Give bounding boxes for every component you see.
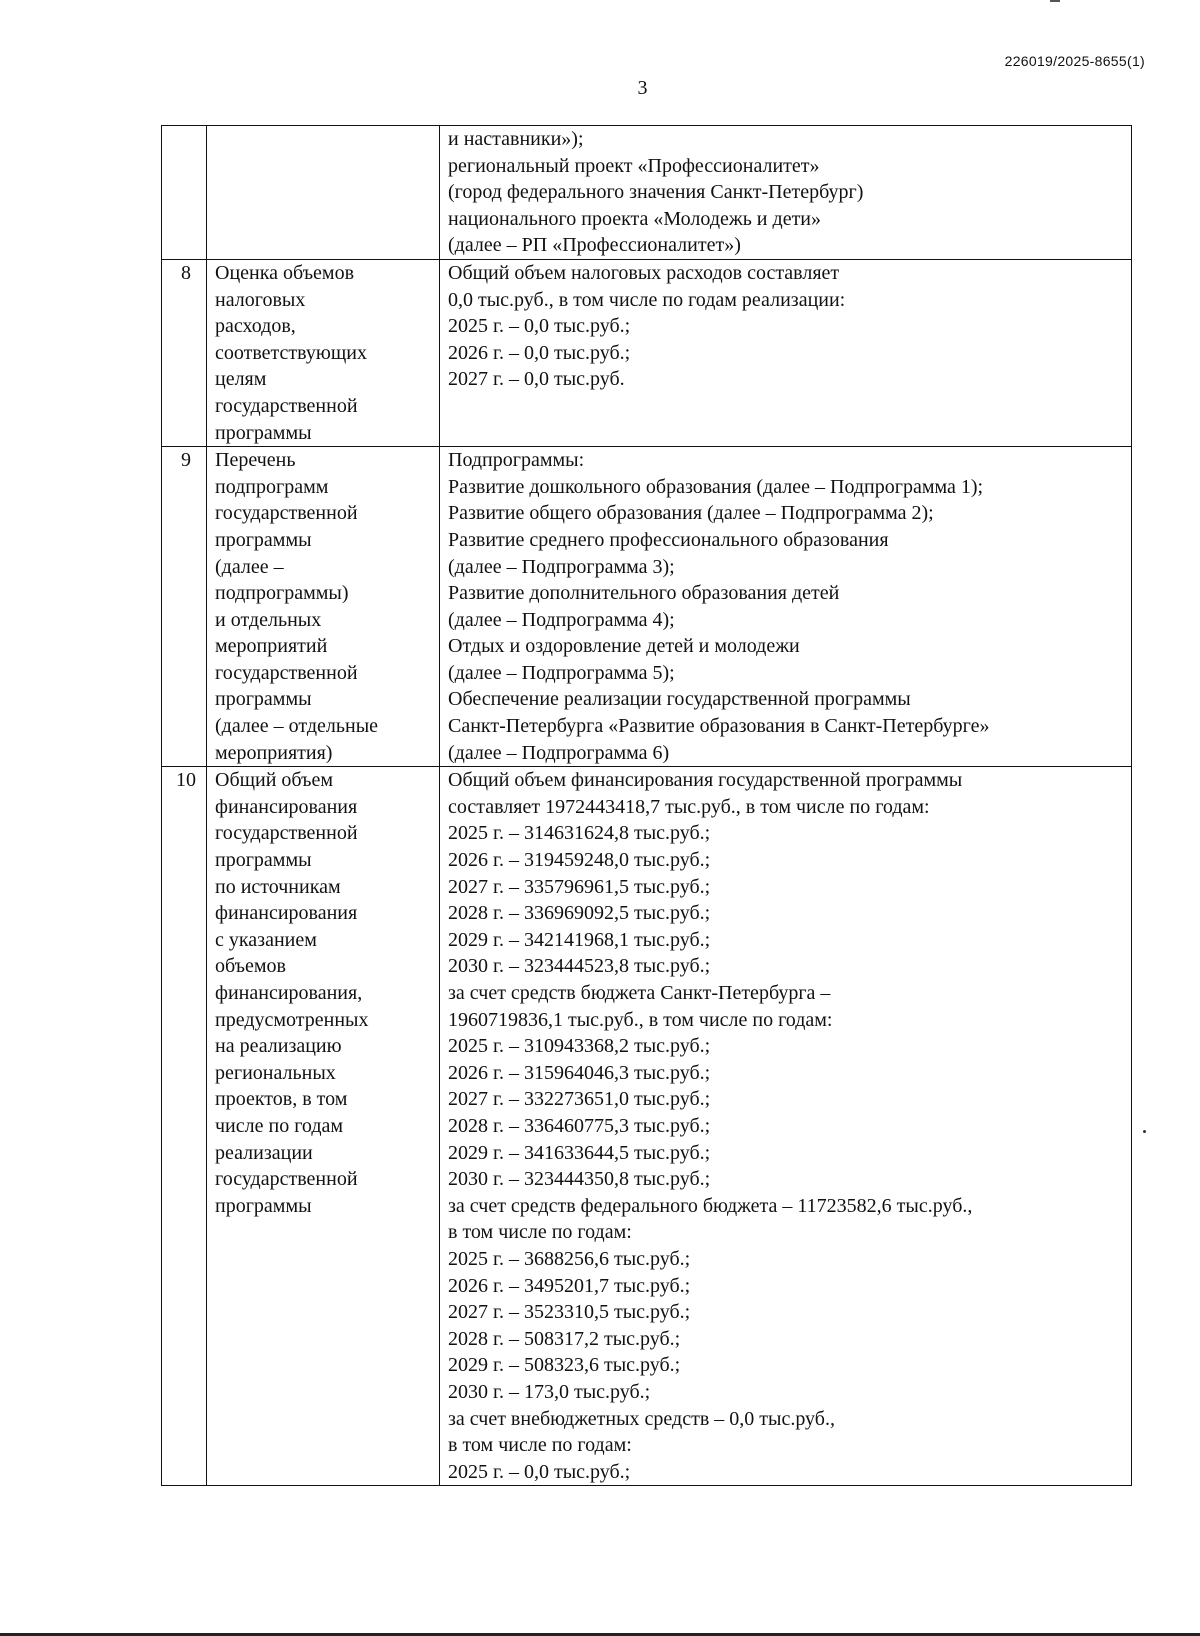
- name-line: программы: [215, 849, 312, 872]
- name-line: подпрограмм: [215, 475, 329, 498]
- row-number-cell: 10: [162, 767, 207, 1486]
- value-line: региональный проект «Профессионалитет»: [448, 154, 820, 177]
- value-line: 2026 г. – 3495201,7 тыс.руб.;: [448, 1274, 691, 1297]
- name-line: государственной: [215, 1168, 358, 1191]
- row-name-cell: [207, 767, 440, 1486]
- name-line: государственной: [215, 661, 358, 684]
- name-line: государственной: [215, 394, 358, 417]
- row-name-cell: [207, 259, 440, 446]
- name-line: программы: [215, 1194, 312, 1217]
- name-line: реализации: [215, 1141, 313, 1164]
- value-line: 2025 г. – 0,0 тыс.руб.;: [448, 315, 631, 338]
- name-line: по источникам: [215, 875, 341, 898]
- name-line: налоговых: [215, 288, 306, 311]
- document-number: 226019/2025-8655(1): [1004, 53, 1145, 69]
- value-line: 1960719836,1 тыс.руб., в том числе по годам:: [448, 1008, 833, 1031]
- row-name-cell: [207, 126, 440, 260]
- scan-corner-mark: [1050, 0, 1060, 2]
- name-line: (далее –: [215, 555, 284, 578]
- row-value-cell: [440, 447, 1132, 767]
- table-row: [162, 259, 1132, 446]
- value-line: Развитие общего образования (далее – Подпрограмма 2);: [448, 502, 934, 525]
- name-line: на реализацию: [215, 1035, 342, 1058]
- value-line: в том числе по годам:: [448, 1221, 632, 1244]
- name-line: Оценка объемов: [215, 261, 355, 284]
- row-value-cell: [440, 259, 1132, 446]
- name-line: (далее – отдельные: [215, 715, 379, 738]
- value-line: (город федерального значения Санкт-Петербург): [448, 181, 864, 204]
- value-line: национального проекта «Молодежь и дети»: [448, 207, 822, 230]
- name-line: финансирования: [215, 795, 358, 818]
- table-row: [162, 447, 1132, 767]
- name-line: Перечень: [215, 449, 296, 472]
- name-line: подпрограммы): [215, 582, 349, 605]
- name-line: расходов,: [215, 315, 296, 338]
- value-line: 2030 г. – 323444350,8 тыс.руб.;: [448, 1168, 711, 1191]
- value-line: Общий объем налоговых расходов составляет: [448, 261, 840, 284]
- value-line: (далее – Подпрограмма 5);: [448, 661, 675, 684]
- name-line: соответствующих: [215, 341, 367, 364]
- value-line: 2027 г. – 335796961,5 тыс.руб.;: [448, 875, 711, 898]
- name-line: проектов, в том: [215, 1088, 348, 1111]
- value-line: 2029 г. – 341633644,5 тыс.руб.;: [448, 1141, 711, 1164]
- row-name-cell: [207, 447, 440, 767]
- row-value-cell: [440, 767, 1132, 1486]
- value-line: 2026 г. – 315964046,3 тыс.руб.;: [448, 1061, 711, 1084]
- value-line: Отдых и оздоровление детей и молодежи: [448, 635, 800, 658]
- name-line: финансирования: [215, 902, 358, 925]
- value-line: 2025 г. – 310943368,2 тыс.руб.;: [448, 1035, 711, 1058]
- value-line: 2030 г. – 323444523,8 тыс.руб.;: [448, 955, 711, 978]
- row-number-cell: 8: [162, 259, 207, 446]
- value-line: Санкт-Петербурга «Развитие образования в Санкт-Петербурге»: [448, 715, 990, 738]
- name-line: объемов: [215, 955, 286, 978]
- name-line: региональных: [215, 1061, 336, 1084]
- value-line: 2027 г. – 332273651,0 тыс.руб.;: [448, 1088, 711, 1111]
- name-line: числе по годам: [215, 1114, 344, 1137]
- value-line: 2026 г. – 0,0 тыс.руб.;: [448, 341, 631, 364]
- value-line: 2025 г. – 314631624,8 тыс.руб.;: [448, 822, 711, 845]
- value-line: 2025 г. – 0,0 тыс.руб.;: [448, 1460, 631, 1483]
- value-line: 2027 г. – 0,0 тыс.руб.: [448, 368, 625, 391]
- value-line: и наставники»);: [448, 128, 584, 150]
- value-line: 2028 г. – 336969092,5 тыс.руб.;: [448, 902, 711, 925]
- name-line: мероприятий: [215, 635, 328, 658]
- value-line: Обеспечение реализации государственной программы: [448, 688, 911, 711]
- value-line: в том числе по годам:: [448, 1434, 632, 1457]
- name-line: и отдельных: [215, 608, 322, 631]
- value-line: за счет средств бюджета Санкт-Петербурга –: [448, 982, 831, 1004]
- value-line: 0,0 тыс.руб., в том числе по годам реализации:: [448, 288, 846, 311]
- value-line: за счет внебюджетных средств – 0,0 тыс.руб.,: [448, 1407, 835, 1430]
- row-number-cell: [162, 126, 207, 260]
- name-line: предусмотренных: [215, 1008, 369, 1031]
- name-line: программы: [215, 688, 312, 711]
- value-line: составляет 1972443418,7 тыс.руб., в том числе по годам:: [448, 795, 930, 818]
- value-line: 2026 г. – 319459248,0 тыс.руб.;: [448, 849, 711, 872]
- name-line: государственной: [215, 502, 358, 525]
- table-row: [162, 767, 1132, 1486]
- name-line: программы: [215, 528, 312, 551]
- name-line: финансирования,: [215, 982, 363, 1004]
- value-line: 2029 г. – 342141968,1 тыс.руб.;: [448, 928, 711, 951]
- table-row: [162, 126, 1132, 260]
- value-line: за счет средств федерального бюджета – 11723582,6 тыс.руб.,: [448, 1194, 973, 1217]
- name-line: мероприятия): [215, 741, 333, 764]
- value-line: Развитие среднего профессионального образования: [448, 528, 889, 551]
- value-line: 2030 г. – 173,0 тыс.руб.;: [448, 1380, 651, 1403]
- value-line: Развитие дошкольного образования (далее – Подпрограмма 1);: [448, 475, 984, 498]
- value-line: 2028 г. – 508317,2 тыс.руб.;: [448, 1327, 681, 1350]
- value-line: Подпрограммы:: [448, 449, 585, 472]
- value-line: 2029 г. – 508323,6 тыс.руб.;: [448, 1354, 681, 1377]
- value-line: 2028 г. – 336460775,3 тыс.руб.;: [448, 1114, 711, 1137]
- value-line: (далее – Подпрограмма 6): [448, 741, 670, 764]
- name-line: государственной: [215, 822, 358, 845]
- name-line: Общий объем: [215, 769, 333, 792]
- value-line: Общий объем финансирования государственной программы: [448, 769, 963, 792]
- name-line: целям: [215, 368, 267, 391]
- value-line: 2025 г. – 3688256,6 тыс.руб.;: [448, 1247, 691, 1270]
- value-line: (далее – Подпрограмма 4);: [448, 608, 675, 631]
- value-line: (далее – Подпрограмма 3);: [448, 555, 675, 578]
- value-line: (далее – РП «Профессионалитет»): [448, 234, 741, 257]
- row-number-cell: 9: [162, 447, 207, 767]
- name-line: программы: [215, 421, 312, 444]
- scan-artifact-dot: [1143, 1130, 1146, 1133]
- page-number: 3: [637, 77, 648, 99]
- name-line: с указанием: [215, 928, 317, 951]
- value-line: Развитие дополнительного образования детей: [448, 582, 840, 605]
- value-line: 2027 г. – 3523310,5 тыс.руб.;: [448, 1301, 691, 1324]
- passport-table-body: [162, 126, 1132, 1486]
- row-value-cell: [440, 126, 1132, 260]
- program-passport-table: [161, 125, 1132, 1486]
